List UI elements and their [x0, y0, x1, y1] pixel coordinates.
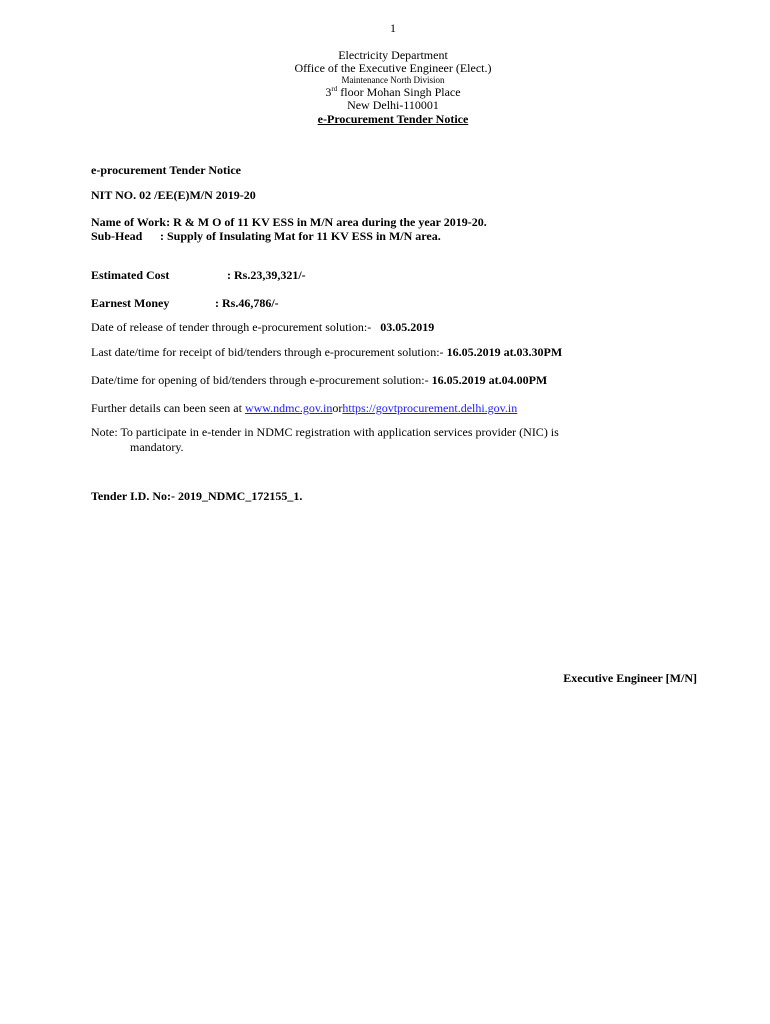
earnest-money-label: Earnest Money: [91, 296, 170, 310]
last-date: [91, 345, 562, 360]
estimated-cost-label: Estimated Cost: [91, 268, 170, 282]
sub-head-value: : Supply of Insulating Mat for 11 KV ESS in M/N area.: [160, 229, 441, 243]
floor-number: 3: [325, 85, 332, 99]
signature-line: Executive Engineer [M/N]: [563, 671, 697, 685]
further-details-label: Further details can been seen at: [91, 401, 245, 415]
estimated-cost-value: : Rs.23,39,321/-: [227, 268, 306, 282]
body-title: e-procurement Tender Notice: [91, 163, 241, 177]
opening-date-label: Date/time for opening of bid/tenders through e-procurement solution:-: [91, 373, 429, 387]
further-details: [91, 401, 517, 416]
page-number: 1: [390, 21, 396, 35]
govtprocurement-link[interactable]: https://govtprocurement.delhi.gov.in: [342, 401, 518, 415]
note-line-2: mandatory.: [130, 440, 184, 454]
release-date-label: Date of release of tender through e-procurement solution:-: [91, 320, 372, 334]
estimated-cost: [91, 268, 306, 283]
city-line: New Delhi-110001: [347, 98, 439, 112]
release-date-value: 03.05.2019: [380, 320, 435, 334]
sub-head-label: Sub-Head: [91, 229, 143, 243]
department-name: Electricity Department: [338, 48, 448, 62]
ndmc-link[interactable]: www.ndmc.gov.in: [244, 401, 333, 415]
earnest-money-value: : Rs.46,786/-: [215, 296, 279, 310]
note-line-1: Note: To participate in e-tender in NDMC registration with application services provider (NIC) is: [91, 425, 559, 439]
division-name: Maintenance North Division: [341, 75, 445, 85]
tender-id: Tender I.D. No:- 2019_NDMC_172155_1.: [91, 489, 303, 503]
floor-ordinal: rd: [331, 85, 338, 93]
sub-head: [91, 229, 441, 244]
release-date: [91, 320, 434, 335]
earnest-money: [91, 296, 279, 311]
floor-place: floor Mohan Singh Place: [337, 85, 461, 99]
opening-date-value: 16.05.2019 at.04.00PM: [431, 373, 548, 387]
last-date-label: Last date/time for receipt of bid/tenders through e-procurement solution:-: [91, 345, 444, 359]
last-date-value: 16.05.2019 at.03.30PM: [446, 345, 563, 359]
notice-heading: e-Procurement Tender Notice: [317, 112, 469, 126]
nit-number: NIT NO. 02 /EE(E)M/N 2019-20: [91, 188, 256, 202]
name-of-work: Name of Work: R & M O of 11 KV ESS in M/N area during the year 2019-20.: [91, 215, 487, 229]
office-name: Office of the Executive Engineer (Elect.): [294, 61, 492, 75]
or-text: or: [332, 401, 343, 415]
opening-date: [91, 373, 547, 388]
